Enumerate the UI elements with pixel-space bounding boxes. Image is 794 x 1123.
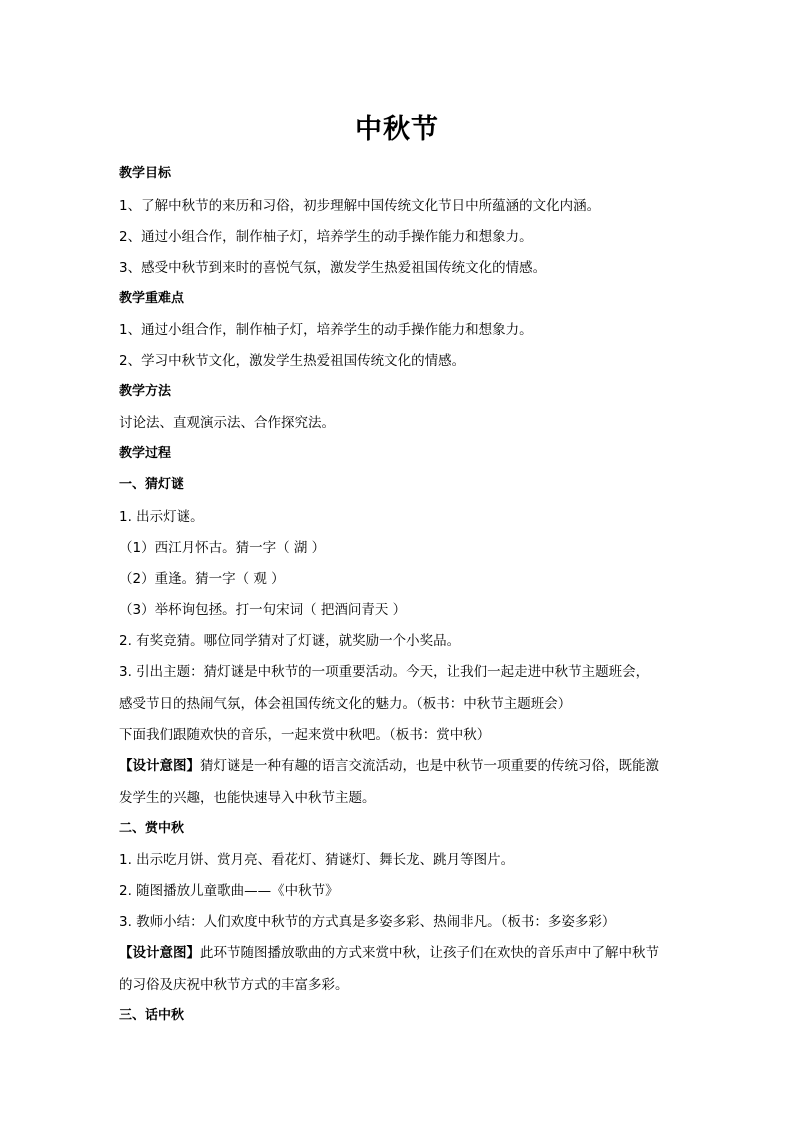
design-intent-text: 此环节随图播放歌曲的方式来赏中秋，让孩子们在欢快的音乐声中了解中秋节	[200, 945, 659, 961]
design-intent-continuation-2: 的习俗及庆祝中秋节方式的丰富多彩。	[119, 977, 349, 993]
design-intent-text: 猜灯谜是一种有趣的语言交流活动，也是中秋节一项重要的传统习俗，既能激	[200, 758, 659, 774]
design-intent-paragraph-2	[119, 943, 689, 963]
process-line-5: 下面我们跟随欢快的音乐，一起来赏中秋吧。（板书：赏中秋）	[119, 727, 491, 743]
key-point-line-2: 2、学习中秋节文化，激发学生热爱祖国传统文化的情感。	[119, 353, 466, 369]
design-intent-label: 【设计意图】	[119, 945, 200, 961]
riddle-line-1: （1）西江月怀古。猜一字（ 湖 ）	[119, 540, 326, 556]
goal-line-2: 2、通过小组合作，制作柚子灯，培养学生的动手操作能力和想象力。	[119, 229, 533, 245]
riddle-line-3: （3）举杯询包拯。打一句宋词（ 把酒问青天 ）	[119, 602, 407, 618]
process-line-1: 1. 出示灯谜。	[119, 509, 204, 525]
appreciate-line-1: 1. 出示吃月饼、赏月亮、看花灯、猜谜灯、舞长龙、跳月等图片。	[119, 852, 515, 868]
goal-line-1: 1、了解中秋节的来历和习俗，初步理解中国传统文化节日中所蕴涵的文化内涵。	[119, 198, 601, 214]
goal-line-3: 3、感受中秋节到来时的喜悦气氛，激发学生热爱祖国传统文化的情感。	[119, 260, 547, 276]
design-intent-paragraph-1	[119, 756, 689, 776]
section-heading-riddles: 一、猜灯谜	[119, 477, 185, 492]
process-line-3: 3. 引出主题：猜灯谜是中秋节的一项重要活动。今天，让我们一起走进中秋节主题班会，	[119, 664, 650, 680]
appreciate-line-2: 2. 随图播放儿童歌曲——《中秋节》	[119, 883, 339, 899]
heading-teaching-goals: 教学目标	[119, 166, 172, 181]
process-line-4: 感受节日的热闹气氛，体会祖国传统文化的魅力。（板书：中秋节主题班会）	[119, 696, 572, 712]
document-title: 中秋节	[355, 114, 439, 145]
heading-teaching-methods: 教学方法	[119, 384, 172, 399]
appreciate-line-3: 3. 教师小结：人们欢度中秋节的方式真是多姿多彩、热闹非凡。（板书：多姿多彩）	[119, 914, 616, 930]
riddle-line-2: （2）重逢。猜一字（ 观 ）	[119, 571, 285, 587]
methods-line: 讨论法、直观演示法、合作探究法。	[119, 415, 335, 431]
process-line-2: 2. 有奖竞猜。哪位同学猜对了灯谜，就奖励一个小奖品。	[119, 633, 461, 649]
design-intent-label: 【设计意图】	[119, 758, 200, 774]
section-heading-appreciate: 二、赏中秋	[119, 821, 185, 836]
design-intent-continuation-1: 发学生的兴趣，也能快速导入中秋节主题。	[119, 790, 376, 806]
section-heading-talk: 三、话中秋	[119, 1008, 185, 1023]
heading-teaching-process: 教学过程	[119, 446, 172, 461]
heading-key-points: 教学重难点	[119, 291, 185, 306]
key-point-line-1: 1、通过小组合作，制作柚子灯，培养学生的动手操作能力和想象力。	[119, 322, 533, 338]
